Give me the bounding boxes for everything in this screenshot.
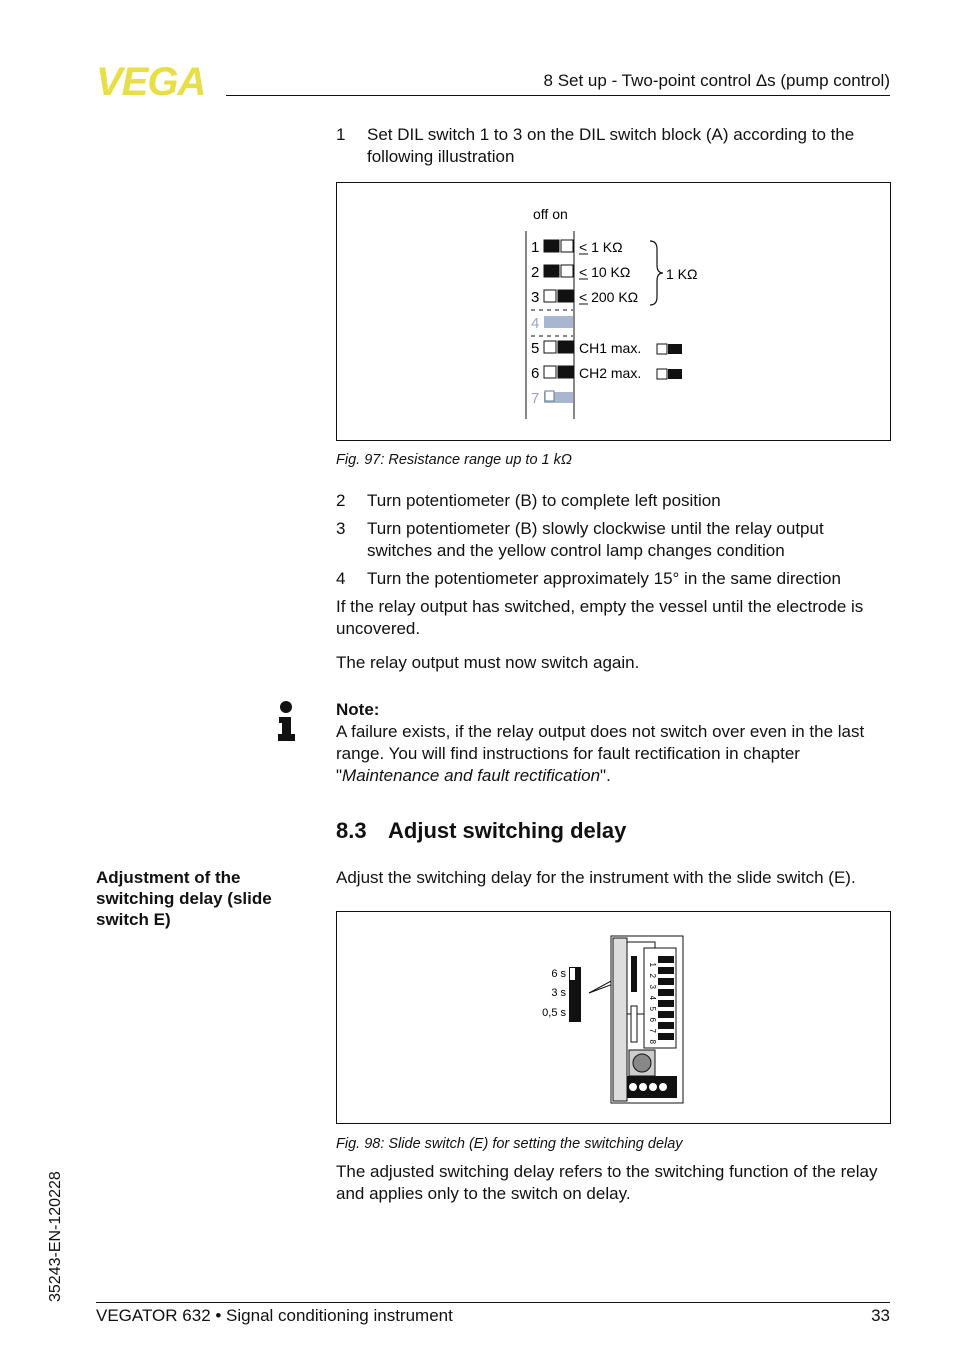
label-range-3: < 200 KΩ xyxy=(579,289,639,305)
step-3 xyxy=(336,518,890,562)
label-ch2: CH2 max. xyxy=(579,365,642,381)
vega-logo-text: VEGA xyxy=(96,64,206,98)
chapter-reference: Maintenance and fault rectification xyxy=(342,766,601,785)
step-text: Turn the potentiometer approximately 15° in the same direction xyxy=(367,569,841,588)
step-4 xyxy=(336,568,890,590)
dil-number-1: 1 xyxy=(648,962,657,967)
step-number: 1 xyxy=(336,125,346,144)
label-range-1: < 1 KΩ xyxy=(579,239,623,255)
figure-98-box xyxy=(336,911,891,1124)
paragraph-empty-vessel: If the relay output has switched, empty the vessel until the electrode is uncovered. xyxy=(336,597,864,638)
step-text: Turn potentiometer (B) to complete left position xyxy=(367,491,721,510)
switch-1 xyxy=(544,240,573,252)
step-1 xyxy=(336,124,890,168)
curly-bracket xyxy=(650,241,663,305)
dil-number-4: 4 xyxy=(648,995,657,1000)
step-text: Set DIL switch 1 to 3 on the DIL switch block (A) according to the following illustration xyxy=(367,125,855,166)
switch-5 xyxy=(544,341,573,353)
instrument-module xyxy=(611,936,683,1103)
switch-2 xyxy=(544,265,573,277)
slide-switch-diagram xyxy=(337,912,890,1123)
section-title: Adjust switching delay xyxy=(388,818,627,843)
note-title: Note: xyxy=(336,700,380,719)
label-ch1: CH1 max. xyxy=(579,340,642,356)
ch1-switch-icon xyxy=(657,344,682,354)
step-number: 3 xyxy=(336,519,346,538)
switch-3 xyxy=(544,290,573,302)
row-number-5: 5 xyxy=(531,340,540,357)
dil-number-6: 6 xyxy=(648,1017,657,1022)
bracket-label: 1 KΩ xyxy=(666,266,698,282)
paragraph-switch-again: The relay output must now switch again. xyxy=(336,653,640,672)
dil-number-7: 7 xyxy=(648,1028,657,1033)
document-id: 35243-EN-120228 xyxy=(47,1171,64,1302)
step-number: 4 xyxy=(336,569,346,588)
paragraph-closing: The adjusted switching delay refers to the switching function of the relay and applies only to the switch on delay. xyxy=(336,1162,878,1203)
figure-97-caption: Fig. 97: Resistance range up to 1 kΩ xyxy=(336,452,572,468)
row-number-2: 2 xyxy=(531,264,540,281)
note-text xyxy=(336,721,892,787)
margin-note: Adjustment of the switching delay (slide switch E) xyxy=(96,868,272,929)
figure-98-caption: Fig. 98: Slide switch (E) for setting the switching delay xyxy=(336,1136,683,1152)
note-text-start: A failure exists, if the relay output does not switch over even in the last range. You will find instructions for fault rectification in chapter " xyxy=(336,722,865,785)
row-number-7: 7 xyxy=(531,390,540,407)
dil-number-3: 3 xyxy=(648,984,657,989)
col-header: off on xyxy=(533,206,568,222)
note-text-end: ". xyxy=(600,766,611,785)
ch2-switch-icon xyxy=(657,369,682,379)
dil-number-5: 5 xyxy=(648,1006,657,1011)
switch-4 xyxy=(544,316,573,328)
vega-logo xyxy=(96,64,220,98)
option-05s: 0,5 s xyxy=(542,1007,566,1019)
option-6s: 6 s xyxy=(551,968,566,980)
step-number: 2 xyxy=(336,491,346,510)
page-number: 33 xyxy=(871,1306,890,1325)
row-number-4: 4 xyxy=(531,315,540,332)
header-divider xyxy=(226,95,890,96)
note-block xyxy=(336,699,892,787)
step-text: Turn potentiometer (B) slowly clockwise until the relay output switches and the yellow control lamp changes condition xyxy=(367,519,824,560)
switch-6 xyxy=(544,366,573,378)
potentiometer-icon xyxy=(633,1054,651,1072)
dil-switch-diagram xyxy=(337,183,890,440)
figure-97-box xyxy=(336,182,891,441)
slide-switch-e xyxy=(569,967,581,1022)
section-heading xyxy=(336,818,626,844)
row-number-1: 1 xyxy=(531,239,540,256)
label-range-2: < 10 KΩ xyxy=(579,264,631,280)
switch-7 xyxy=(544,391,573,403)
running-header: 8 Set up - Two-point control Δs (pump control) xyxy=(543,71,890,90)
footer-divider xyxy=(96,1302,890,1303)
footer-title: VEGATOR 632 • Signal conditioning instrument xyxy=(96,1306,453,1325)
dil-number-2: 2 xyxy=(648,973,657,978)
paragraph-adjust: Adjust the switching delay for the instrument with the slide switch (E). xyxy=(336,868,856,887)
option-3s: 3 s xyxy=(551,987,566,999)
step-2 xyxy=(336,490,890,512)
section-number: 8.3 xyxy=(336,818,367,843)
dil-number-8: 8 xyxy=(648,1039,657,1044)
row-number-3: 3 xyxy=(531,289,540,306)
row-number-6: 6 xyxy=(531,365,540,382)
info-icon xyxy=(276,700,298,742)
